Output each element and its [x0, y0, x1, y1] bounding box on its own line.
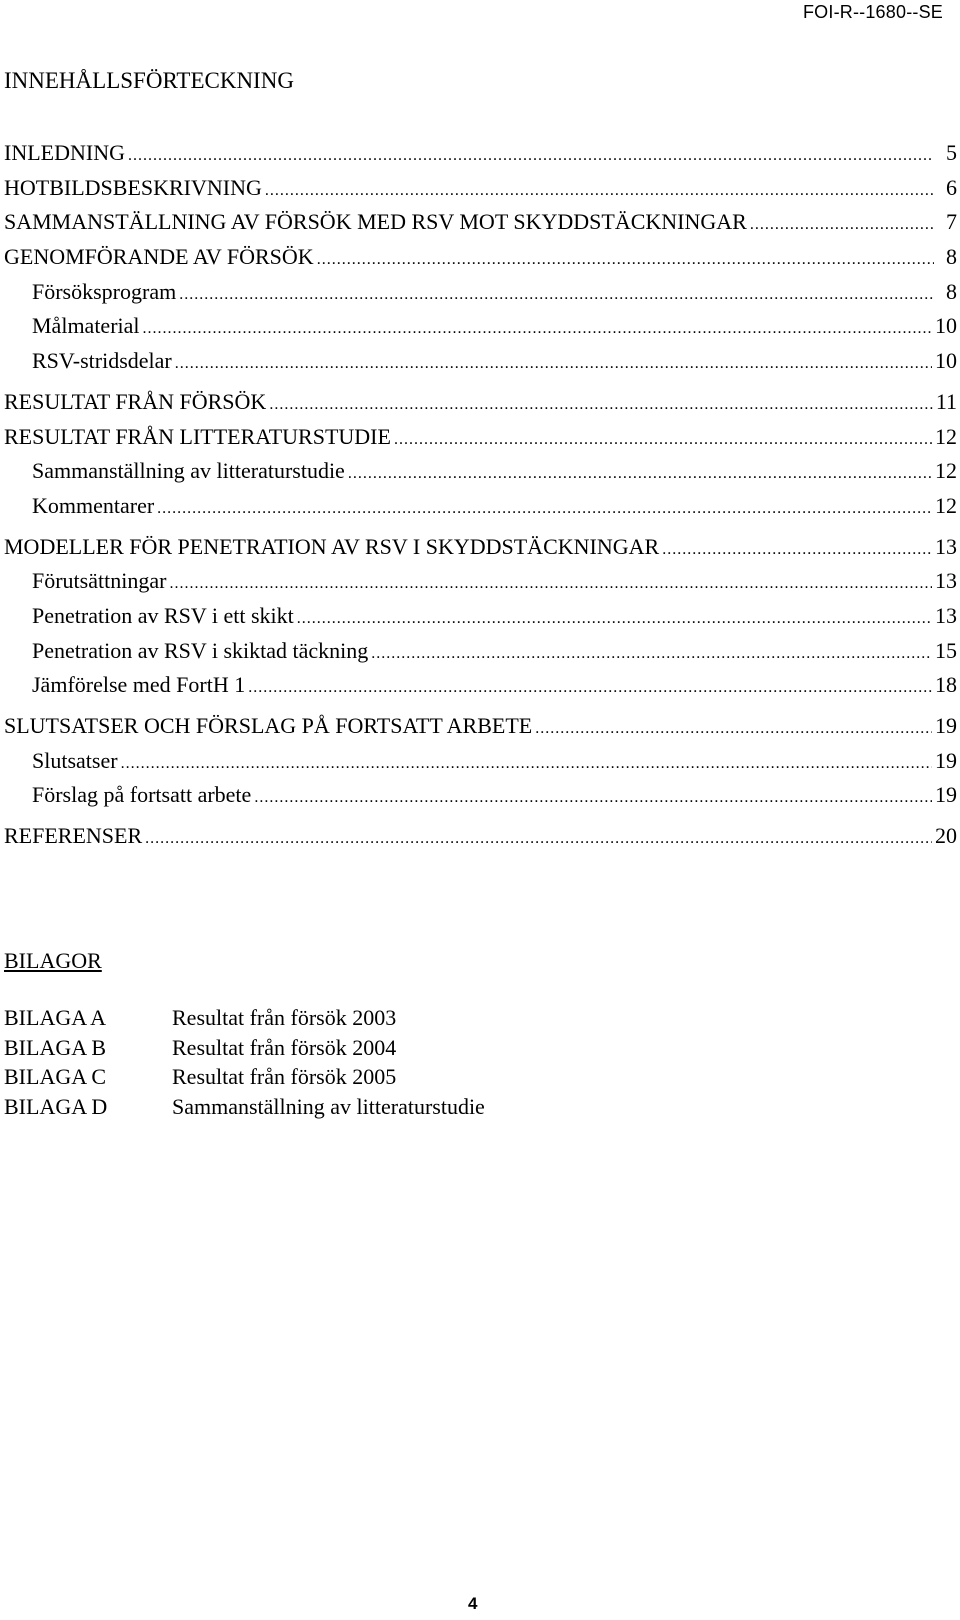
bilaga-code: BILAGA D	[4, 1093, 108, 1119]
bilaga-item[interactable]	[4, 1092, 485, 1122]
toc-entry-page: 12	[935, 458, 957, 484]
toc-entry-title: Kommentarer	[32, 492, 155, 518]
toc-entry-title: Förslag på fortsatt arbete	[32, 782, 252, 808]
toc-entry-title: INLEDNING	[4, 140, 125, 165]
toc-entry-page: 13	[935, 568, 957, 594]
toc-entry-page: 10	[935, 313, 957, 339]
toc-leader-dots	[317, 243, 934, 278]
toc-leader-dots	[143, 312, 932, 347]
toc-leader-dots	[348, 457, 932, 492]
bilaga-title: Resultat från försök 2005	[172, 1064, 397, 1089]
toc-entry-title: Jämförelse med FortH 1	[32, 672, 246, 698]
bilaga-code: BILAGA B	[4, 1034, 107, 1060]
toc-entry-title: RSV-stridsdelar	[32, 348, 172, 374]
toc-leader-dots	[121, 747, 932, 782]
toc-entry-page: 11	[935, 388, 957, 414]
toc-heading: INNEHÅLLSFÖRTECKNING	[4, 68, 294, 93]
toc-leader-dots	[297, 602, 932, 637]
toc-entry[interactable]	[4, 819, 957, 854]
toc-entry-page: 12	[935, 423, 957, 449]
toc-leader-dots	[254, 781, 932, 816]
toc-entry-title: Penetration av RSV i ett skikt	[32, 602, 294, 628]
toc-leader-dots	[371, 637, 932, 672]
toc-leader-dots	[128, 139, 934, 174]
toc-entry-title: Penetration av RSV i skiktad täckning	[32, 637, 369, 663]
toc-entry-page: 13	[935, 602, 957, 628]
toc-entry-page: 8	[946, 278, 957, 304]
toc-entry[interactable]	[4, 634, 957, 669]
toc-entry[interactable]	[4, 778, 957, 813]
toc-entry[interactable]	[4, 668, 957, 703]
toc-entry[interactable]	[4, 385, 957, 420]
toc-entry-title: SLUTSATSER OCH FÖRSLAG PÅ FORTSATT ARBETE	[4, 713, 533, 738]
bilaga-item[interactable]	[4, 1033, 485, 1063]
toc-entry[interactable]	[4, 309, 957, 344]
toc-leader-dots	[394, 423, 932, 458]
page-number: 4	[468, 1594, 478, 1613]
toc-entry-title: SAMMANSTÄLLNING AV FÖRSÖK MED RSV MOT SKYDDSTÄCKNINGAR	[4, 209, 747, 235]
toc-entry[interactable]	[4, 420, 957, 455]
toc-entry-page: 7	[946, 209, 957, 235]
toc-entry-page: 19	[935, 713, 957, 738]
toc-entry-page: 6	[946, 174, 957, 200]
toc-entry-title: GENOMFÖRANDE AV FÖRSÖK	[4, 244, 314, 270]
toc-entry-title: Sammanställning av litteraturstudie	[32, 458, 345, 484]
toc-entry-title: REFERENSER	[4, 823, 143, 849]
bilaga-code: BILAGA A	[4, 1005, 107, 1030]
bilaga-title: Resultat från försök 2004	[172, 1034, 397, 1060]
toc-leader-dots	[175, 347, 932, 382]
bilaga-title: Resultat från försök 2003	[172, 1005, 397, 1030]
toc-leader-dots	[157, 492, 932, 527]
toc-entry-page: 10	[935, 348, 957, 374]
bilagor-list	[4, 1003, 485, 1121]
toc-entry-title: Förutsättningar	[32, 568, 167, 594]
toc-entry-title: Försöksprogram	[32, 278, 177, 304]
toc-entry[interactable]	[4, 240, 957, 275]
toc-entry[interactable]	[4, 454, 957, 489]
toc-entry[interactable]	[4, 564, 957, 599]
toc-entry-title: Slutsatser	[32, 747, 118, 773]
toc-entry-page: 19	[935, 747, 957, 773]
bilaga-title: Sammanställning av litteraturstudie	[172, 1093, 485, 1119]
toc-entry-title: RESULTAT FRÅN FÖRSÖK	[4, 388, 267, 414]
toc-entry[interactable]	[4, 489, 957, 524]
table-of-contents	[4, 136, 957, 854]
toc-entry-page: 15	[935, 637, 957, 663]
toc-entry[interactable]	[4, 205, 957, 240]
toc-entry[interactable]	[4, 744, 957, 779]
bilaga-item[interactable]	[4, 1062, 485, 1092]
toc-entry[interactable]	[4, 136, 957, 171]
bilagor-heading: BILAGOR	[4, 948, 102, 973]
toc-leader-dots	[535, 712, 932, 747]
toc-entry[interactable]	[4, 344, 957, 379]
toc-entry-page: 19	[935, 782, 957, 808]
toc-entry[interactable]	[4, 709, 957, 744]
toc-entry-page: 18	[935, 672, 957, 698]
toc-leader-dots	[750, 208, 934, 243]
bilaga-item[interactable]	[4, 1003, 485, 1033]
toc-leader-dots	[662, 533, 932, 568]
toc-entry-page: 8	[946, 244, 957, 270]
toc-entry-title: MODELLER FÖR PENETRATION AV RSV I SKYDDSTÄCKNINGAR	[4, 533, 660, 559]
toc-leader-dots	[269, 388, 932, 423]
toc-leader-dots	[169, 567, 932, 602]
toc-entry[interactable]	[4, 530, 957, 565]
toc-entry[interactable]	[4, 275, 957, 310]
toc-entry[interactable]	[4, 599, 957, 634]
document-id: FOI-R--1680--SE	[802, 2, 943, 22]
toc-entry-page: 13	[935, 533, 957, 559]
toc-entry-page: 12	[935, 492, 957, 518]
toc-leader-dots	[145, 822, 932, 857]
toc-entry-title: RESULTAT FRÅN LITTERATURSTUDIE	[4, 423, 391, 449]
toc-entry-title: HOTBILDSBESKRIVNING	[4, 174, 262, 200]
toc-entry-page: 20	[935, 823, 957, 849]
bilaga-code: BILAGA C	[4, 1064, 107, 1089]
toc-entry-title: Målmaterial	[32, 313, 140, 339]
toc-leader-dots	[248, 671, 932, 706]
toc-entry[interactable]	[4, 171, 957, 206]
toc-leader-dots	[265, 174, 934, 209]
toc-leader-dots	[179, 278, 934, 313]
toc-entry-page: 5	[946, 140, 957, 165]
